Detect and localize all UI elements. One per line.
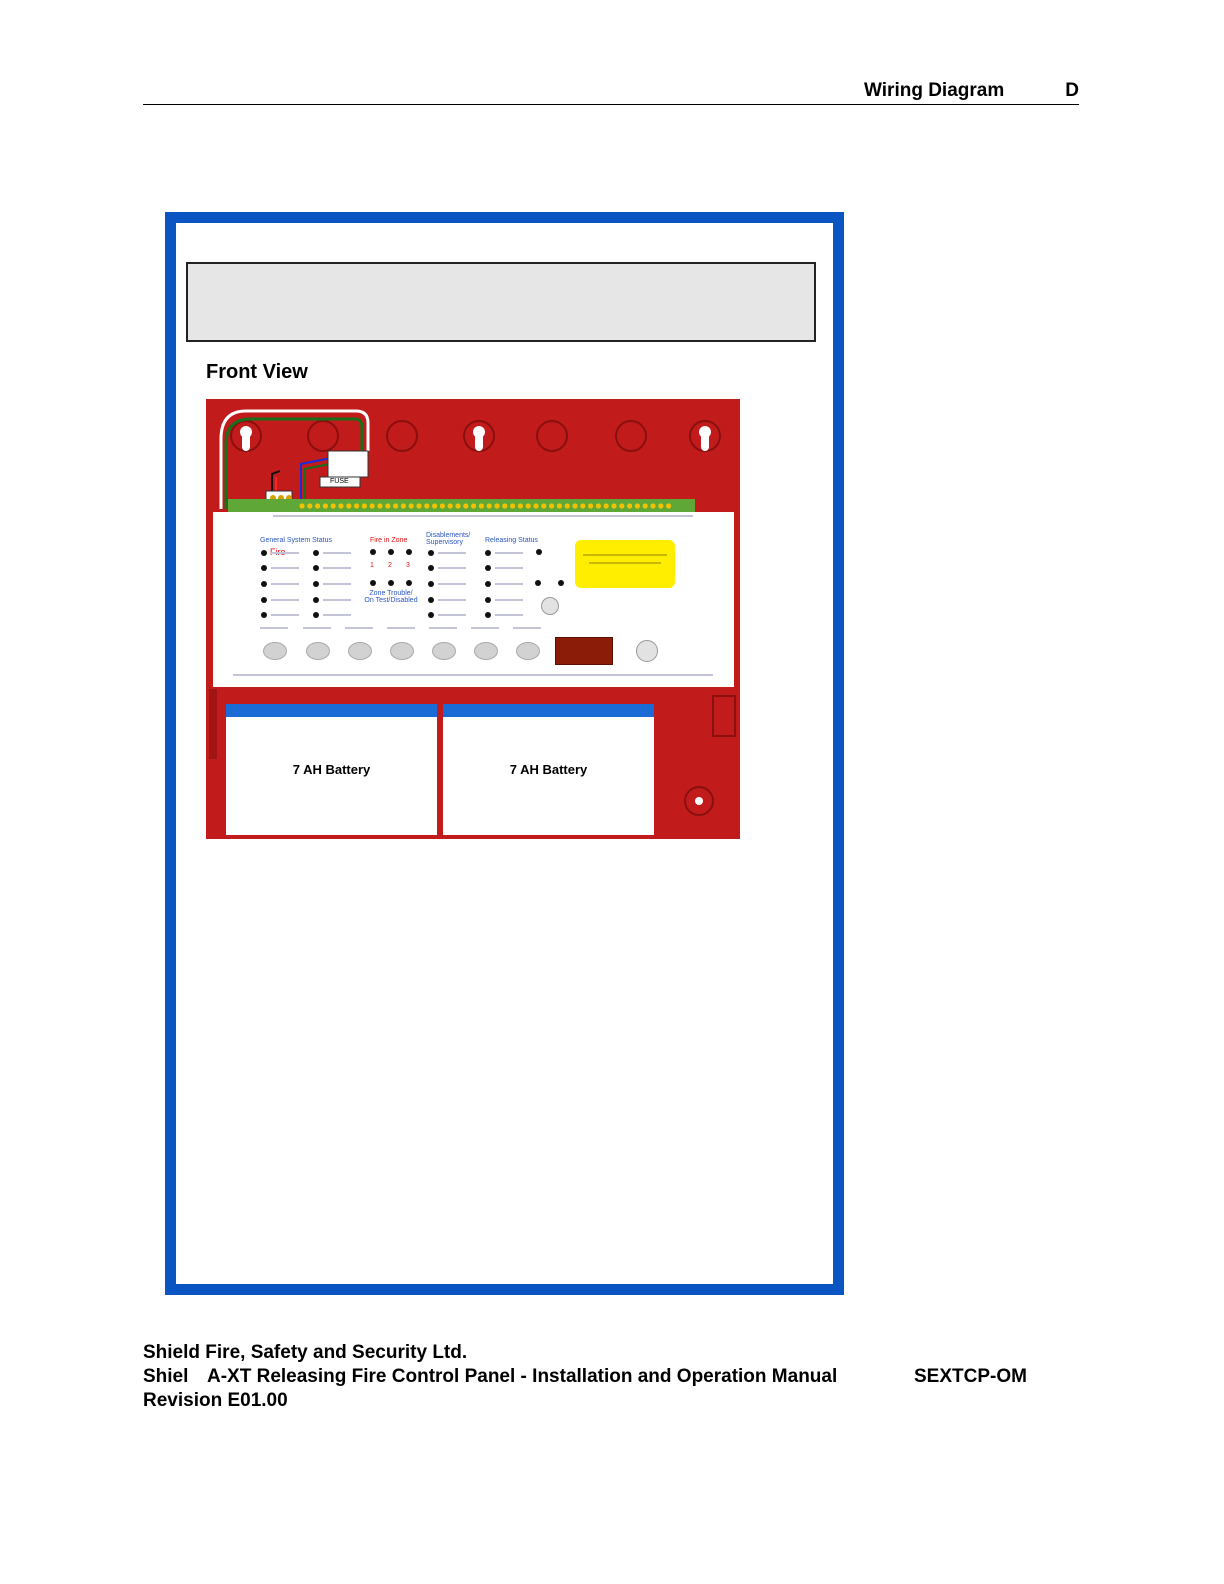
control-button[interactable] [516, 642, 540, 660]
terminal-screw [424, 503, 429, 508]
terminal-screw [650, 503, 655, 508]
zone-trouble-led [406, 580, 412, 586]
status-led [313, 612, 319, 618]
status-led [313, 565, 319, 571]
led-caption [438, 599, 466, 601]
control-button[interactable] [348, 642, 372, 660]
zone-trouble-led [370, 580, 376, 586]
terminal-screw [440, 503, 445, 508]
terminal-screw [502, 503, 507, 508]
terminal-screw [479, 503, 484, 508]
group-disablements: Disablements/ Supervisory [426, 532, 471, 546]
control-button[interactable] [263, 642, 287, 660]
terminal-screw [580, 503, 585, 508]
battery-right [443, 704, 654, 835]
release-led [558, 580, 564, 586]
led-caption [271, 599, 299, 601]
zone-2-label: 2 [388, 562, 392, 569]
control-button[interactable] [432, 642, 456, 660]
terminal-screw [385, 503, 390, 508]
caption-box [186, 262, 816, 342]
battery-left-label: 7 AH Battery [292, 762, 371, 777]
status-led [261, 597, 267, 603]
terminal-screw [635, 503, 640, 508]
terminal-screw [658, 503, 663, 508]
status-led [428, 581, 434, 587]
header-appendix: D [1065, 80, 1079, 101]
terminal-screw [557, 503, 562, 508]
terminal-screw [471, 503, 476, 508]
led-caption [323, 552, 351, 554]
terminal-screw [518, 503, 523, 508]
terminal-screw [619, 503, 624, 508]
group-fire-in-zone: Fire in Zone [370, 537, 408, 544]
terminal-screw [362, 503, 367, 508]
led-caption [495, 552, 523, 554]
terminal-screw [315, 503, 320, 508]
led-caption [495, 599, 523, 601]
terminal-screw [393, 503, 398, 508]
led-caption [323, 599, 351, 601]
led-caption [271, 567, 299, 569]
status-led [485, 597, 491, 603]
terminal-screw [370, 503, 375, 508]
zone-trouble-led [388, 580, 394, 586]
terminal-screw [323, 503, 328, 508]
page-header [143, 80, 1079, 105]
led-caption [323, 567, 351, 569]
terminal-screw [627, 503, 632, 508]
terminal-screw [541, 503, 546, 508]
group-general-status: General System Status [260, 537, 332, 544]
footer-company: Shield Fire, Safety and Security Ltd. [143, 1342, 468, 1363]
zone-fire-led [370, 549, 376, 555]
terminal-screw [299, 503, 304, 508]
keyswitch [636, 640, 658, 662]
zone-3-label: 3 [406, 562, 410, 569]
button-caption [303, 627, 331, 629]
status-display [555, 637, 613, 665]
button-caption [471, 627, 499, 629]
status-led [428, 565, 434, 571]
terminal-screw [611, 503, 616, 508]
status-led [428, 550, 434, 556]
status-led [261, 581, 267, 587]
terminal-screw [377, 503, 382, 508]
terminal-screw [338, 503, 343, 508]
terminal-screw [448, 503, 453, 508]
led-caption [323, 583, 351, 585]
status-led [313, 581, 319, 587]
terminal-screw [455, 503, 460, 508]
terminal-screw [666, 503, 671, 508]
terminal-screw [510, 503, 515, 508]
footer-doc-code: SEXTCP-OM [914, 1366, 1027, 1387]
zone-fire-led [406, 549, 412, 555]
status-led [485, 581, 491, 587]
led-caption [271, 614, 299, 616]
terminal-legend-top [273, 515, 693, 517]
terminal-screw [643, 503, 648, 508]
terminal-screw [549, 503, 554, 508]
group-releasing-status: Releasing Status [485, 537, 538, 544]
zone-trouble-label: Zone Trouble/ On Test/Disabled [364, 590, 418, 604]
release-led [535, 580, 541, 586]
terminal-screw [572, 503, 577, 508]
led-caption [495, 583, 523, 585]
status-led [428, 612, 434, 618]
status-led [261, 550, 267, 556]
terminal-screw [526, 503, 531, 508]
terminal-screw [409, 503, 414, 508]
button-caption [260, 627, 288, 629]
header-title: Wiring Diagram [864, 80, 1005, 101]
terminal-screw [416, 503, 421, 508]
control-button[interactable] [390, 642, 414, 660]
zone-fire-led [388, 549, 394, 555]
terminal-screw [401, 503, 406, 508]
led-caption [271, 583, 299, 585]
battery-left [226, 704, 437, 835]
footer-manual-prefix: Shiel [143, 1366, 189, 1387]
led-caption [438, 552, 466, 554]
status-led [485, 612, 491, 618]
status-led [313, 550, 319, 556]
led-caption [438, 614, 466, 616]
led-caption [323, 614, 351, 616]
release-led [536, 549, 542, 555]
led-caption [495, 567, 523, 569]
terminal-screw [354, 503, 359, 508]
status-led [485, 550, 491, 556]
led-caption [495, 614, 523, 616]
led-caption [438, 567, 466, 569]
led-caption [438, 583, 466, 585]
battery-right-label: 7 AH Battery [509, 762, 588, 777]
terminal-screw [331, 503, 336, 508]
led-caption [271, 552, 299, 554]
control-button[interactable] [306, 642, 330, 660]
front-label-card [213, 512, 734, 687]
control-panel-image [206, 399, 740, 839]
footer-revision: Revision E01.00 [143, 1390, 288, 1411]
terminal-screw [463, 503, 468, 508]
terminal-screw [596, 503, 601, 508]
status-led [428, 597, 434, 603]
terminal-screw [604, 503, 609, 508]
control-button[interactable] [474, 642, 498, 660]
status-led [313, 597, 319, 603]
terminal-screw [346, 503, 351, 508]
terminal-screw [432, 503, 437, 508]
front-view-title: Front View [206, 361, 308, 383]
button-caption [513, 627, 541, 629]
terminal-screw [487, 503, 492, 508]
terminal-screw [533, 503, 538, 508]
terminal-screw [494, 503, 499, 508]
manual-release-label [575, 540, 675, 588]
status-led [485, 565, 491, 571]
status-led [261, 565, 267, 571]
keyswitch-small [541, 597, 559, 615]
fuse-label: FUSE [330, 478, 349, 485]
footer-manual-title: A-XT Releasing Fire Control Panel - Installation and Operation Manual [207, 1366, 838, 1387]
terminal-screw [307, 503, 312, 508]
button-caption [345, 627, 373, 629]
terminal-screw [588, 503, 593, 508]
button-caption [429, 627, 457, 629]
terminal-screw [565, 503, 570, 508]
button-caption [387, 627, 415, 629]
zone-1-label: 1 [370, 562, 374, 569]
status-led [261, 612, 267, 618]
terminal-legend-line [233, 674, 713, 676]
